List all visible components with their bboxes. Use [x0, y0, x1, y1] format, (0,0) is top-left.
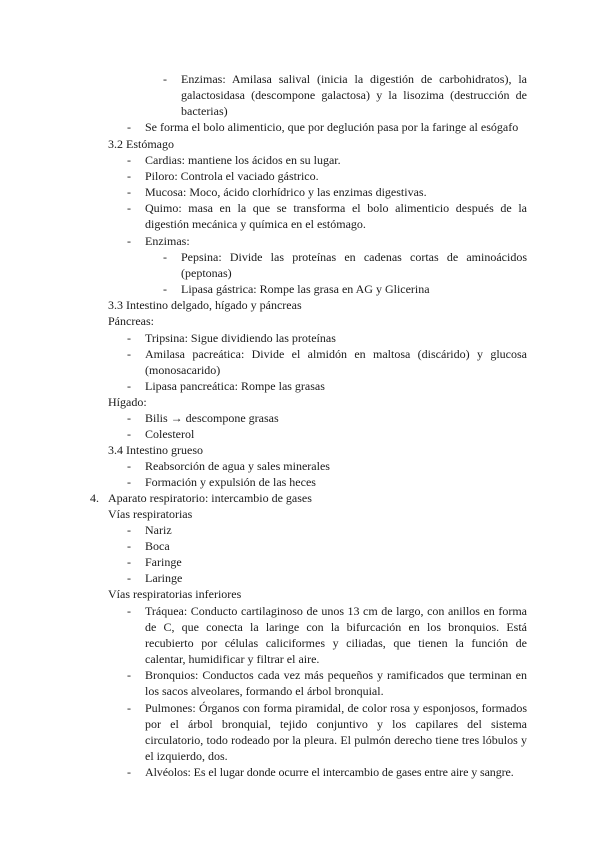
pulmones-line2: por el árbol bronquial, tejido conjuntivo y los capilares del sistema	[145, 717, 527, 731]
boca-enzimas-line3: bacterias)	[181, 104, 228, 118]
vias-respiratorias-label: Vías respiratorias	[108, 507, 193, 521]
higado-colesterol: Colesterol	[145, 427, 195, 441]
section-heading-respiratorio: Aparato respiratorio: intercambio de gases	[108, 491, 312, 505]
pancreas-amilasa-line1: Amilasa pacreática: Divide el almidón en maltosa (discárido) y glucosa	[145, 347, 527, 361]
bullet-dash: -	[127, 765, 131, 779]
vias-item: Faringe	[145, 555, 182, 569]
bullet-dash: -	[127, 555, 131, 569]
boca-bolo-item: Se forma el bolo alimenticio, que por deglución pasa por la faringe al esógafo	[145, 120, 519, 134]
pancreas-lipasa: Lipasa pancreática: Rompe las grasas	[145, 379, 325, 393]
estomago-pepsina-line1: Pepsina: Divide las proteínas en cadenas cortas de aminoácidos	[181, 250, 527, 264]
higado-label: Hígado:	[108, 395, 147, 409]
bullet-dash: -	[127, 668, 131, 682]
bullet-dash: -	[127, 185, 131, 199]
bullet-dash: -	[163, 282, 167, 296]
section-heading-intestino-delgado: 3.3 Intestino delgado, hígado y páncreas	[108, 298, 302, 312]
vias-item: Laringe	[145, 571, 183, 585]
pulmones-line4: el izquierdo, dos.	[145, 749, 228, 763]
bullet-dash: -	[127, 571, 131, 585]
traquea-line3: recubierto por células caliciformes y ciliadas, que tienen la función de	[145, 636, 527, 650]
traquea-line2: de C, que conecta la laringe con la bifurcación en los bronquios. Está	[145, 620, 527, 634]
bullet-dash: -	[127, 459, 131, 473]
intestino-grueso-item: Reabsorción de agua y sales minerales	[145, 459, 330, 473]
traquea-line1: Tráquea: Conducto cartilaginoso de unos 13 cm de largo, con anillos en forma	[145, 604, 527, 618]
bullet-dash: -	[127, 201, 131, 215]
estomago-enzimas-label: Enzimas:	[145, 234, 190, 248]
vias-item: Nariz	[145, 523, 172, 537]
alveolos-item: Alvéolos: Es el lugar donde ocurre el intercambio de gases entre aire y sangre.	[145, 765, 514, 779]
section-number: 4.	[90, 491, 99, 505]
bronquios-line2: los sacos alveolares, formando el árbol bronquial.	[145, 684, 384, 698]
section-heading-intestino-grueso: 3.4 Intestino grueso	[108, 443, 203, 457]
estomago-item: Piloro: Controla el vaciado gástrico.	[145, 169, 319, 183]
pancreas-amilasa-line2: (monosacarido)	[145, 363, 221, 377]
pulmones-line3: circulatorio, todo rodeado por la pleura. El pulmón derecho tiene tres lóbulos y	[145, 733, 527, 747]
estomago-quimo-line2: digestión mecánica y química en el estómago.	[145, 217, 366, 231]
estomago-lipasa: Lipasa gástrica: Rompe las grasa en AG y Glicerina	[181, 282, 430, 296]
estomago-quimo-line1: Quimo: masa en la que se transforma el bolo alimenticio después de la	[145, 201, 527, 215]
bullet-dash: -	[127, 523, 131, 537]
vias-inferiores-label: Vías respiratorias inferiores	[108, 587, 242, 601]
bullet-dash: -	[127, 234, 131, 248]
estomago-item: Mucosa: Moco, ácido clorhídrico y las enzimas digestivas.	[145, 185, 427, 199]
bullet-dash: -	[127, 539, 131, 553]
bullet-dash: -	[127, 331, 131, 345]
vias-item: Boca	[145, 539, 170, 553]
bullet-dash: -	[163, 72, 167, 86]
bullet-dash: -	[127, 153, 131, 167]
bullet-dash: -	[127, 604, 131, 618]
estomago-item: Cardias: mantiene los ácidos en su lugar.	[145, 153, 341, 167]
boca-enzimas-line2: galactosidasa (descompone galactosa) y la lisozima (destrucción de	[181, 88, 527, 102]
intestino-grueso-item: Formación y expulsión de las heces	[145, 475, 316, 489]
bullet-dash: -	[127, 169, 131, 183]
bullet-dash: -	[163, 250, 167, 264]
bullet-dash: -	[127, 347, 131, 361]
bullet-dash: -	[127, 475, 131, 489]
bullet-dash: -	[127, 427, 131, 441]
boca-enzimas-line1: Enzimas: Amilasa salival (inicia la digestión de carbohidratos), la	[181, 72, 527, 86]
bullet-dash: -	[127, 379, 131, 393]
bullet-dash: -	[127, 701, 131, 715]
higado-bilis: Bilis → descompone grasas	[145, 411, 279, 425]
bullet-dash: -	[127, 411, 131, 425]
section-heading-estomago: 3.2 Estómago	[108, 137, 174, 151]
estomago-pepsina-line2: (peptonas)	[181, 266, 232, 280]
traquea-line4: calentar, humidificar y filtrar el aire.	[145, 652, 320, 666]
pancreas-tripsina: Tripsina: Sigue dividiendo las proteínas	[145, 331, 336, 345]
bronquios-line1: Bronquios: Conductos cada vez más pequeños y ramificados que terminan en	[145, 668, 527, 682]
pancreas-label: Páncreas:	[108, 314, 154, 328]
pulmones-line1: Pulmones: Órganos con forma piramidal, de color rosa y esponjosos, formados	[145, 701, 527, 715]
bullet-dash: -	[127, 120, 131, 134]
